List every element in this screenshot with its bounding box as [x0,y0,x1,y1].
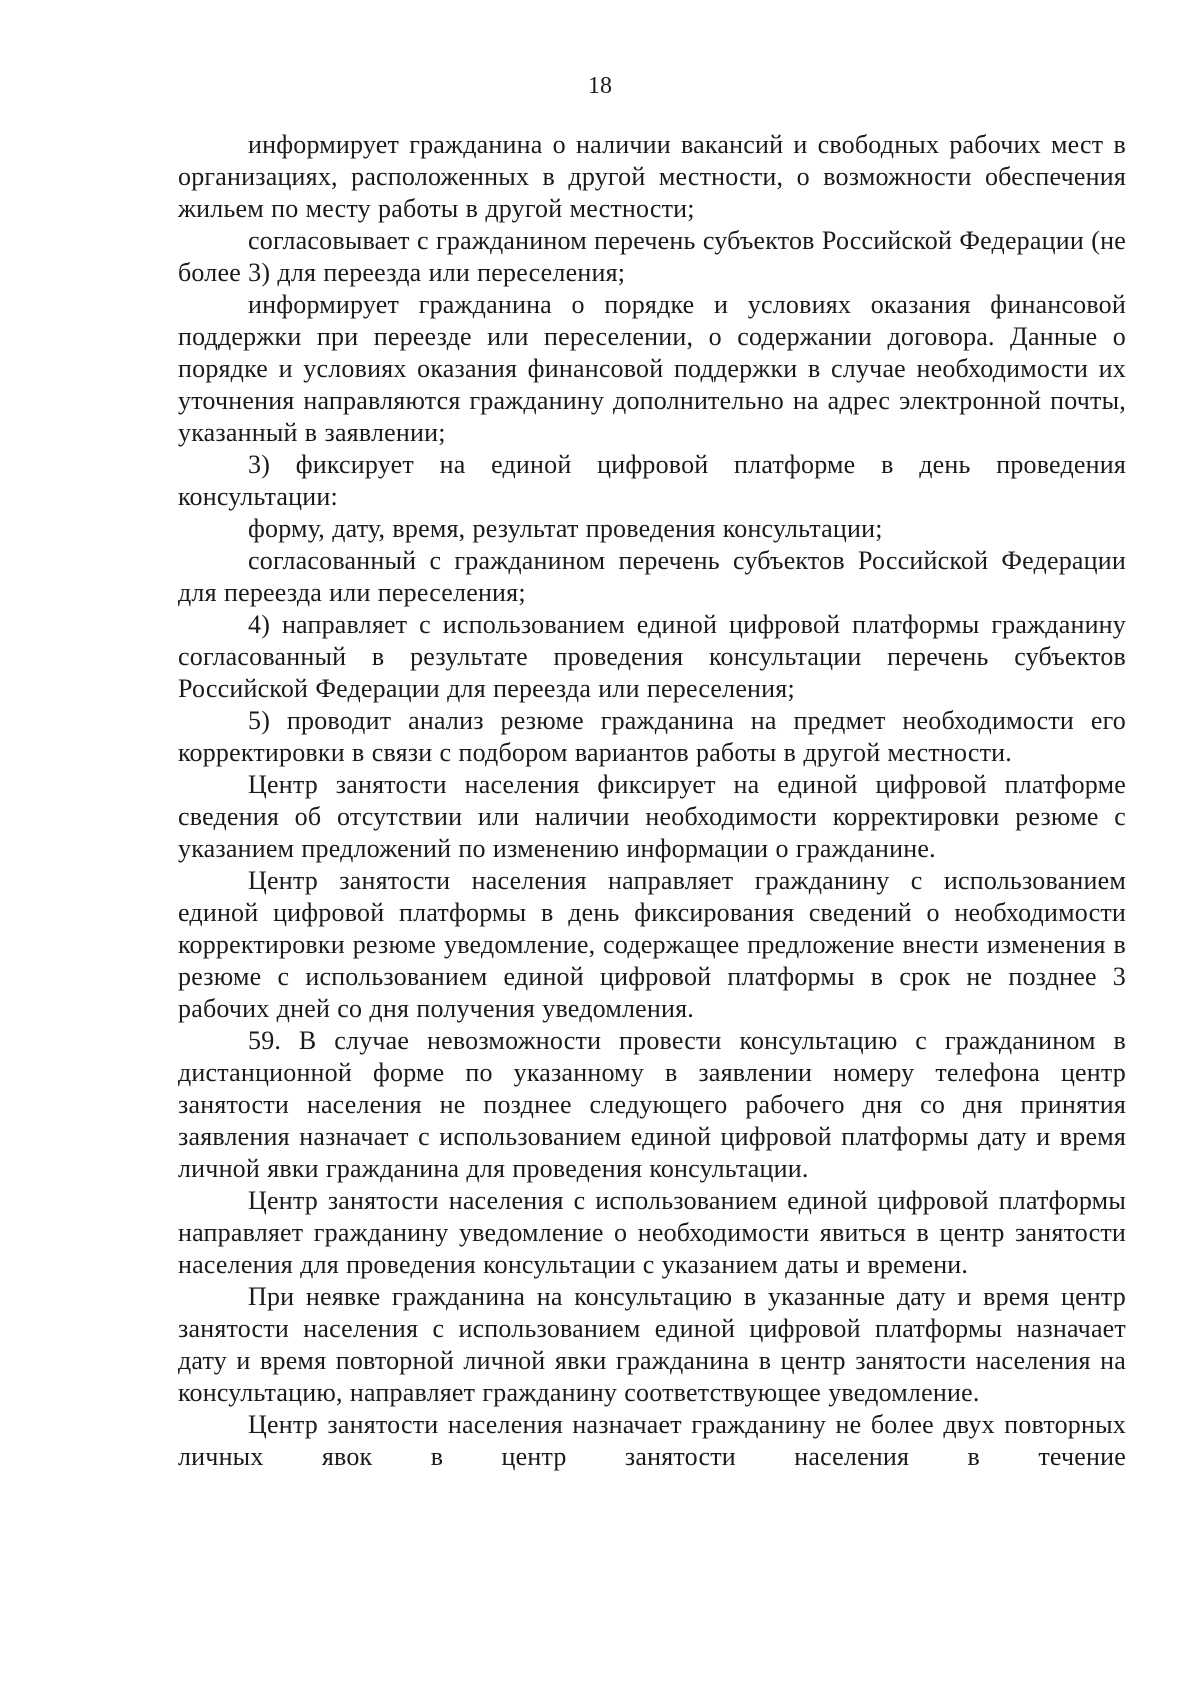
paragraph: 5) проводит анализ резюме гражданина на предмет необходимости его корректировки в связи с подбором вариантов работы в другой местности. [178,706,1126,767]
paragraph: Центр занятости населения фиксирует на единой цифровой платформе сведения об отсутствии или наличии необходимости корректировки резюме с указанием предложений по изменению информации о гражданине. [178,770,1126,863]
paragraph: Центр занятости населения назначает гражданину не более двух повторных личных явок в центр занятости населения в течение [178,1410,1126,1471]
paragraph: информирует гражданина о наличии вакансий и свободных рабочих мест в организациях, расположенных в другой местности, о возможности обеспечения жильем по месту работы в другой местности; [178,130,1126,223]
page-number: 18 [588,73,612,99]
paragraph: 3) фиксирует на единой цифровой платформе в день проведения консультации: [178,450,1126,511]
document-body [178,129,1126,1473]
paragraph: Центр занятости населения с использованием единой цифровой платформы направляет гражданину уведомление о необходимости явиться в центр занятости населения для проведения консультации с указанием даты и времени. [178,1186,1126,1279]
paragraph: согласовывает с гражданином перечень субъектов Российской Федерации (не более 3) для переезда или переселения; [178,226,1126,287]
paragraph: 59. В случае невозможности провести консультацию с гражданином в дистанционной форме по указанному в заявлении номеру телефона центр занятости населения не позднее следующего рабочего дня со дня принятия заявления назначает с использованием единой цифровой платформы дату и время личной явки гражданина для проведения консультации. [178,1026,1126,1183]
paragraph: форму, дату, время, результат проведения консультации; [248,514,883,543]
paragraph: При неявке гражданина на консультацию в указанные дату и время центр занятости населения с использованием единой цифровой платформы назначает дату и время повторной личной явки гражданина в центр занятости населения на консультацию, направляет гражданину соответствующее уведомление. [178,1282,1126,1407]
paragraph: информирует гражданина о порядке и условиях оказания финансовой поддержки при переезде или переселении, о содержании договора. Данные о порядке и условиях оказания финансовой поддержки в случае необходимости их уточнения направляются гражданину дополнительно на адрес электронной почты, указанный в заявлении; [178,290,1126,447]
paragraph: 4) направляет с использованием единой цифровой платформы гражданину согласованный в результате проведения консультации перечень субъектов Российской Федерации для переезда или переселения; [178,610,1126,703]
paragraph: Центр занятости населения направляет гражданину с использованием единой цифровой платформы в день фиксирования сведений о необходимости корректировки резюме уведомление, содержащее предложение внести изменения в резюме с использованием единой цифровой платформы в срок не позднее 3 рабочих дней со дня получения уведомления. [178,866,1126,1023]
paragraph: согласованный с гражданином перечень субъектов Российской Федерации для переезда или переселения; [178,546,1126,607]
